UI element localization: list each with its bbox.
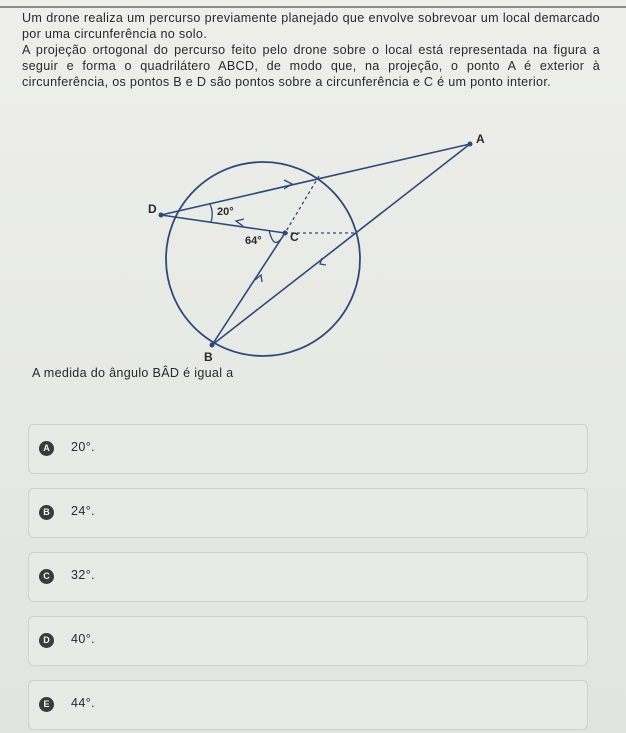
- label-c: C: [290, 230, 299, 244]
- question-text: A medida do ângulo BÂD é igual a: [32, 366, 234, 380]
- arrow-c-to-d: [236, 219, 244, 226]
- angle-label-20: 20°: [217, 206, 234, 218]
- point-b: [210, 343, 215, 348]
- point-a: [468, 142, 473, 147]
- option-b-text: 24°.: [71, 504, 95, 518]
- option-c-letter: C: [39, 569, 54, 584]
- option-d[interactable]: [28, 616, 588, 666]
- option-e-text: 44°.: [71, 696, 95, 710]
- option-b-letter: B: [39, 505, 54, 520]
- label-b: B: [204, 350, 213, 364]
- option-a-letter: A: [39, 441, 54, 456]
- option-c[interactable]: [28, 552, 588, 602]
- option-e[interactable]: [28, 680, 588, 730]
- label-a: A: [476, 132, 485, 146]
- option-d-letter: D: [39, 633, 54, 648]
- segment-b-c: [212, 233, 285, 345]
- angle-arc-20: [210, 204, 212, 222]
- intro-paragraph-1: Um drone realiza um percurso previamente planejado que envolve sobrevoar um local demarcado por uma circunferência no solo.: [22, 11, 600, 41]
- angle-label-64: 64°: [245, 235, 262, 247]
- arrow-d-to-a: [284, 180, 292, 189]
- option-e-letter: E: [39, 697, 54, 712]
- option-a-text: 20°.: [71, 440, 95, 454]
- point-d: [159, 213, 164, 218]
- option-d-text: 40°.: [71, 632, 95, 646]
- option-b[interactable]: [28, 488, 588, 538]
- option-a[interactable]: [28, 424, 588, 474]
- point-c: [283, 231, 288, 236]
- intro-paragraph-2: A projeção ortogonal do percurso feito pelo drone sobre o local está representada na figura a seguir e forma o quadrilátero ABCD, de modo que, na projeção, o ponto A é exterior à circunferência, os pontos B e D são pontos sobre a circunferência e C é um ponto interior.: [22, 43, 600, 89]
- option-c-text: 32°.: [71, 568, 95, 582]
- label-d: D: [148, 202, 157, 216]
